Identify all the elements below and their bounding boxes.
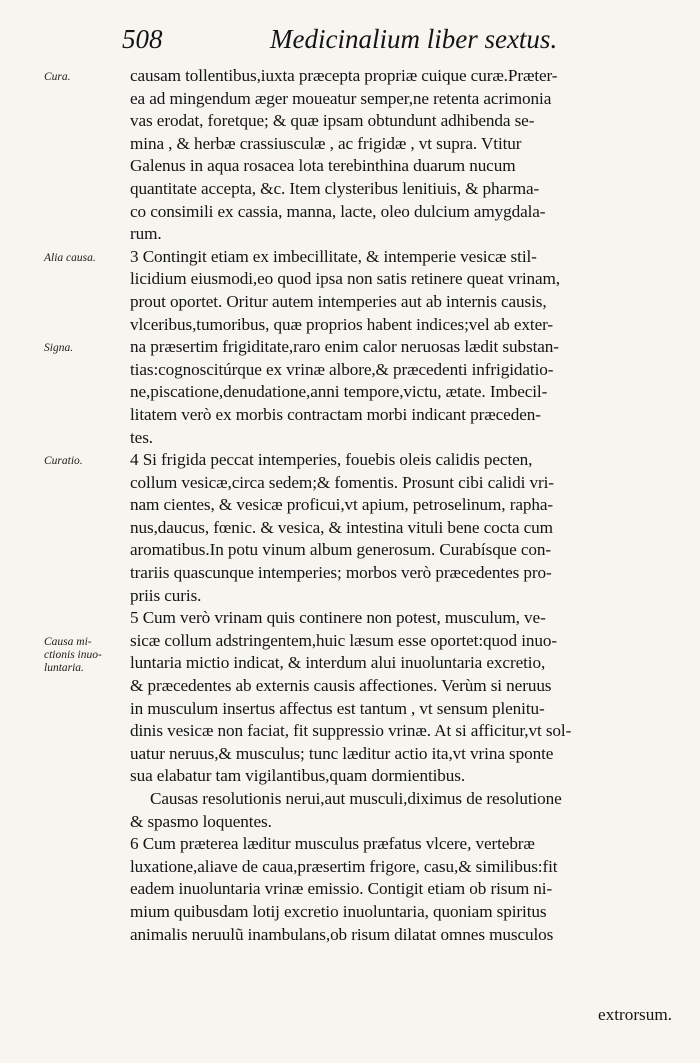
text-line: mina , & herbæ crassiusculæ , ac frigidæ , vt supra. Vtitur [130, 133, 522, 153]
text-line: Causas resolutionis nerui,aut musculi,diximus de resolutione [150, 789, 562, 808]
text-line: prout oportet. Oritur autem intemperies aut ab internis causis, [130, 291, 547, 311]
margin-note: Cura. [44, 71, 71, 83]
text-line: litatem verò ex morbis contractam morbi indicant præceden- [130, 404, 541, 424]
text-line: dinis vesicæ non faciat, fit suppressio vrinæ. At si afficitur,vt sol- [130, 721, 572, 741]
text-line: quantitate accepta, &c. Item clysteribus lenitiuis, & pharma- [130, 178, 540, 198]
text-line: luntaria mictio indicat, & interdum alui inuoluntaria excretio, [130, 653, 546, 673]
text-line: aromatibus.In potu vinum album generosum. Curabísque con- [130, 540, 552, 560]
text-line: tias:cognoscitúrque ex vrinæ albore,& præcedenti infrigidatio- [130, 359, 554, 379]
text-line: 6 Cum præterea læditur musculus præfatus vlcere, vertebræ [130, 834, 535, 854]
text-line: ne,piscatione,denudatione,anni tempore,victu, ætate. Imbecil- [130, 382, 548, 402]
text-line: Galenus in aqua rosacea lota terebinthina duarum nucum [130, 156, 516, 176]
text-line: ea ad mingendum æger moueatur semper,ne retenta acrimonia [130, 88, 552, 108]
text-line: & spasmo loquentes. [130, 811, 272, 831]
text-line: vlceribus,tumoribus, quæ proprios habent indices;vel ab exter- [130, 314, 554, 334]
margin-note: Alia causa. [44, 251, 96, 264]
text-line: tes. [130, 427, 153, 447]
text-line: nam cientes, & vesicæ proficui,vt apium, petroselinum, rapha- [130, 495, 553, 515]
catchword: extrorsum. [598, 1005, 672, 1024]
text-line: sua elabatur tam vigilantibus,quam dormientibus. [130, 766, 466, 786]
text-line: na præsertim frigiditate,raro enim calor neruosas lædit substan- [130, 337, 559, 357]
text-line: 3 Contingit etiam ex imbecillitate, & intemperie vesicæ stil- [130, 246, 537, 266]
text-line: licidium eiusmodi,eo quod ipsa non satis retinere queat vrinam, [130, 269, 560, 289]
text-line: mium quibusdam lotij excretio inuoluntaria, quoniam spiritus [130, 901, 547, 921]
text-line: & præcedentes ab externis causis affectiones. Verùm si neruus [130, 676, 552, 696]
text-line: vas erodat, foretque; & quæ ipsam obtundunt adhibenda se- [130, 111, 535, 131]
text-line: 4 Si frigida peccat intemperies, fouebis oleis calidis pecten, [130, 450, 533, 470]
margin-note: Causa mi- ctionis inuo- luntaria. [44, 636, 102, 674]
text-line: co consimili ex cassia, manna, lacte, oleo dulcium amygdala- [130, 201, 546, 221]
text-line: rum. [130, 224, 162, 244]
text-line: 5 Cum verò vrinam quis continere non potest, musculum, ve- [130, 608, 546, 628]
text-line: priis curis. [130, 585, 202, 605]
body-text [130, 65, 690, 946]
text-line: nus,daucus, fœnic. & vesica, & intestina vituli bene cocta cum [130, 517, 553, 537]
page-header [122, 20, 577, 60]
text-line: in musculum insertus affectus est tantum , vt sensum plenitu- [130, 698, 545, 718]
text-line: animalis neruulũ inambulans,ob risum dilatat omnes musculos [130, 924, 554, 944]
page-number: 508 [122, 24, 163, 54]
text-line: trariis quascunque intemperies; morbos verò præcedentes pro- [130, 563, 552, 583]
text-line: uatur neruus,& musculus; tunc læditur actio ita,vt vrina sponte [130, 743, 554, 763]
text-line: sicæ collum adstringentem,huic læsum esse oportet:quod inuo- [130, 630, 557, 650]
margin-note: Curatio. [44, 455, 83, 468]
text-line: eadem inuoluntaria vrinæ emissio. Contigit etiam ob risum ni- [130, 879, 553, 899]
running-title: Medicinalium liber sextus. [270, 24, 558, 54]
text-line: luxatione,aliave de caua,præsertim frigore, casu,& similibus:fit [130, 856, 558, 876]
text-line: causam tollentibus,iuxta præcepta propriæ cuique curæ.Præter- [130, 66, 558, 85]
text-line: collum vesicæ,circa sedem;& fomentis. Prosunt cibi calidi vri- [130, 472, 554, 492]
margin-note: Signa. [44, 342, 74, 355]
